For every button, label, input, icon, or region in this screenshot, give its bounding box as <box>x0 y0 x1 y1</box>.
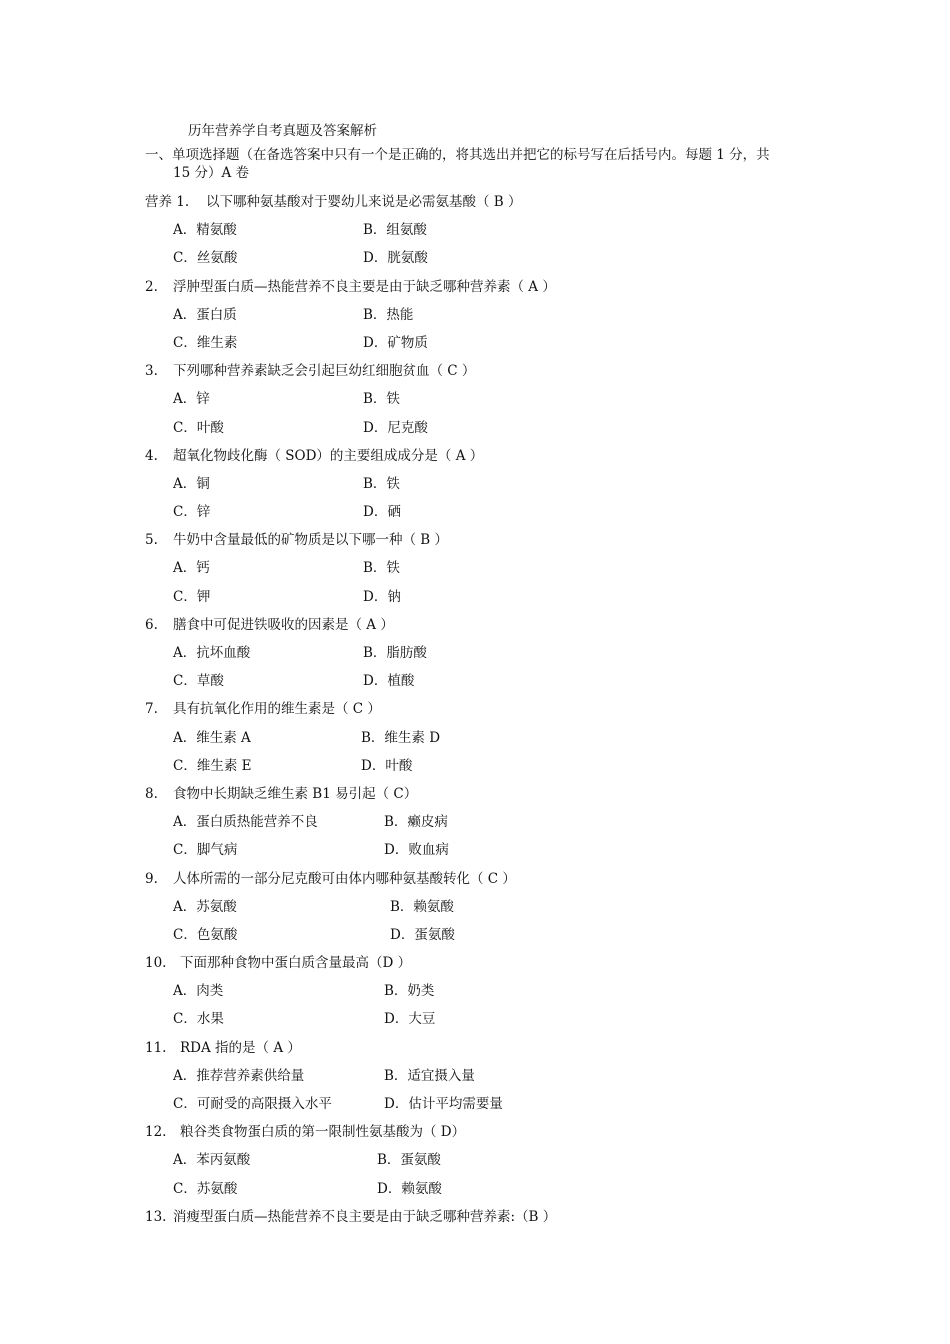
question-3 <box>145 361 825 389</box>
question-2 <box>145 277 825 305</box>
question-stem: 下面那种食物中蛋白质含量最高（D ） <box>180 955 412 972</box>
question-stem: 牛奶中含量最低的矿物质是以下哪一种（ B ） <box>173 532 449 549</box>
question-stem: 具有抗氧化作用的维生素是（ C ） <box>173 701 381 718</box>
question-number: 11. <box>145 1039 167 1056</box>
option-a: A．维生素 A <box>173 729 251 746</box>
question-number: 5. <box>145 532 158 549</box>
option-row <box>145 812 825 840</box>
option-d: D．估计平均需要量 <box>384 1096 503 1112</box>
option-a: A．抗坏血酸 <box>173 645 251 661</box>
question-number: 6. <box>145 616 158 633</box>
question-10 <box>145 953 825 981</box>
option-a: A．苏氨酸 <box>173 898 237 915</box>
option-row <box>145 1150 825 1178</box>
option-c: C．草酸 <box>173 673 224 690</box>
option-row <box>145 333 825 361</box>
option-b: B．赖氨酸 <box>390 898 454 915</box>
option-b: B．蛋氨酸 <box>377 1152 441 1169</box>
question-number: 12. <box>145 1124 167 1141</box>
question-4 <box>145 446 825 474</box>
option-d: D．蛋氨酸 <box>390 926 455 943</box>
option-row <box>145 1179 825 1207</box>
question-8 <box>145 784 825 812</box>
option-row <box>145 981 825 1009</box>
option-c: C．叶酸 <box>173 419 224 436</box>
option-c: C．锌 <box>173 504 211 521</box>
option-a: A．精氨酸 <box>173 222 237 239</box>
option-row <box>145 1066 825 1094</box>
option-row <box>145 502 825 530</box>
option-c: C．钾 <box>173 588 211 605</box>
question-number: 2. <box>145 278 158 295</box>
option-d: D．矿物质 <box>363 334 428 351</box>
section-heading-line2: 15 分）A 卷 <box>173 165 250 181</box>
question-5 <box>145 530 825 558</box>
question-list <box>145 192 825 1235</box>
option-a: A．苯丙氨酸 <box>173 1152 251 1169</box>
option-row <box>145 474 825 502</box>
option-c: C．丝氨酸 <box>173 250 238 267</box>
question-number: 9. <box>145 870 158 887</box>
option-d: D．植酸 <box>363 673 415 690</box>
option-row <box>145 587 825 615</box>
option-row <box>145 305 825 333</box>
option-b: B．脂肪酸 <box>363 645 427 661</box>
question-9 <box>145 869 825 897</box>
option-d: D．硒 <box>363 504 401 521</box>
option-a: A．锌 <box>173 391 210 408</box>
option-a: A．蛋白质热能营养不良 <box>173 814 318 831</box>
option-c: C．脚气病 <box>173 842 238 859</box>
question-number: 营养 1. <box>145 194 190 210</box>
option-d: D．钠 <box>363 588 401 605</box>
question-stem: 浮肿型蛋白质—热能营养不良主要是由于缺乏哪种营养素（ A ） <box>173 278 556 295</box>
option-row <box>145 756 825 784</box>
option-b: B．奶类 <box>384 983 435 1000</box>
question-13 <box>145 1207 825 1235</box>
question-6 <box>145 615 825 643</box>
option-a: A．蛋白质 <box>173 306 237 323</box>
option-c: C．可耐受的高限摄入水平 <box>173 1096 332 1112</box>
option-c: C．维生素 <box>173 334 238 351</box>
option-row <box>145 925 825 953</box>
option-d: D．大豆 <box>384 1011 436 1028</box>
option-b: B．维生素 D <box>361 729 441 746</box>
option-row <box>145 897 825 925</box>
option-a: A．推荐营养素供给量 <box>173 1067 305 1084</box>
question-number: 8. <box>145 785 158 802</box>
question-stem: 食物中长期缺乏维生素 B1 易引起（ C） <box>173 785 418 802</box>
option-row <box>145 558 825 586</box>
option-b: B．适宜摄入量 <box>384 1067 475 1084</box>
option-row <box>145 1094 825 1122</box>
option-a: A．肉类 <box>173 983 224 1000</box>
option-row <box>145 220 825 248</box>
option-row <box>145 728 825 756</box>
option-a: A．铜 <box>173 475 210 492</box>
option-row <box>145 643 825 671</box>
question-number: 7. <box>145 701 158 718</box>
option-c: C．水果 <box>173 1011 224 1028</box>
option-c: C．色氨酸 <box>173 926 238 943</box>
option-d: D．叶酸 <box>361 757 413 774</box>
option-row <box>145 671 825 699</box>
question-7 <box>145 699 825 727</box>
question-stem: 人体所需的一部分尼克酸可由体内哪种氨基酸转化（ C ） <box>173 870 516 887</box>
option-row <box>145 248 825 276</box>
option-d: D．败血病 <box>384 842 449 859</box>
question-number: 10. <box>145 955 167 972</box>
option-b: B．热能 <box>363 306 414 323</box>
option-row <box>145 418 825 446</box>
option-a: A．钙 <box>173 560 210 577</box>
question-stem: 消瘦型蛋白质—热能营养不良主要是由于缺乏哪种营养素:（B ） <box>173 1208 557 1225</box>
question-number: 13. <box>145 1208 167 1225</box>
question-number: 4. <box>145 447 158 464</box>
option-d: D．赖氨酸 <box>377 1180 442 1197</box>
question-12 <box>145 1122 825 1150</box>
question-stem: 粮谷类食物蛋白质的第一限制性氨基酸为（ D） <box>180 1124 466 1141</box>
question-11 <box>145 1038 825 1066</box>
option-c: C．维生素 E <box>173 757 252 774</box>
section-heading-line1: 一、单项选择题（在备选答案中只有一个是正确的，将其选出并把它的标号写在后括号内。每题 1 分，共 <box>145 147 770 163</box>
section-heading <box>145 146 810 182</box>
option-row <box>145 840 825 868</box>
question-stem: 超氧化物歧化酶（ SOD）的主要组成成分是（ A ） <box>173 447 484 464</box>
option-row <box>145 389 825 417</box>
question-number: 3. <box>145 363 158 380</box>
option-d: D．胱氨酸 <box>363 250 428 267</box>
option-d: D．尼克酸 <box>363 419 428 436</box>
question-stem: 以下哪种氨基酸对于婴幼儿来说是必需氨基酸（ B ） <box>206 194 522 210</box>
option-b: B．癞皮病 <box>384 814 448 831</box>
option-b: B．铁 <box>363 560 400 577</box>
question-1 <box>145 192 825 220</box>
question-stem: 膳食中可促进铁吸收的因素是（ A ） <box>173 616 394 633</box>
document-title: 历年营养学自考真题及答案解析 <box>188 123 377 139</box>
option-b: B．组氨酸 <box>363 222 427 239</box>
question-stem: 下列哪种营养素缺乏会引起巨幼红细胞贫血（ C ） <box>173 363 476 380</box>
question-stem: RDA 指的是（ A ） <box>180 1039 301 1056</box>
option-row <box>145 1009 825 1037</box>
option-c: C．苏氨酸 <box>173 1180 238 1197</box>
option-b: B．铁 <box>363 475 400 492</box>
option-b: B．铁 <box>363 391 400 408</box>
